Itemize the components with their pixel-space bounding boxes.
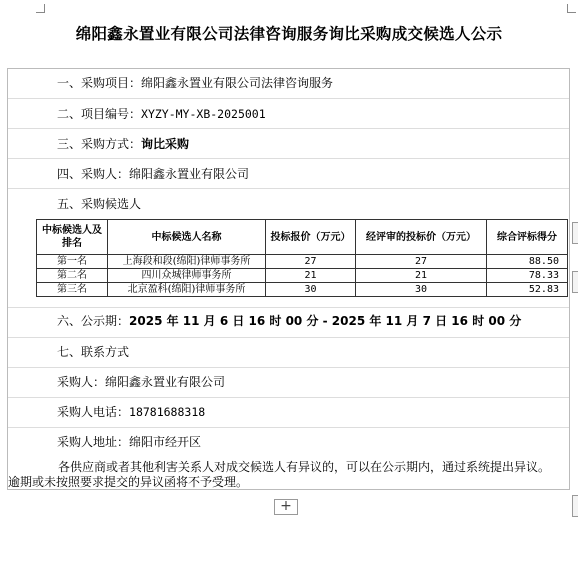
row-divider <box>8 98 569 99</box>
contact-address: 采购人地址：绵阳市经开区 <box>57 435 202 449</box>
number-value: XYZY-MY-XB-2025001 <box>141 107 266 121</box>
page-title: 绵阳鑫永置业有限公司法律咨询服务询比采购成交候选人公示 <box>75 25 503 43</box>
number-item <box>57 106 266 122</box>
notice-period-item <box>57 313 521 329</box>
cell-evaluated-bid: 27 <box>356 255 487 269</box>
row-divider <box>8 397 569 398</box>
side-tab-handle[interactable] <box>572 271 578 293</box>
header-rank: 中标候选人及排名 <box>37 220 108 255</box>
objection-line-1: 各供应商或者其他利害关系人对成交候选人有异议的，可以在公示期内，通过系统提出异议。 <box>58 460 551 474</box>
cell-rank: 第一名 <box>37 255 108 269</box>
number-label: 二、项目编号： <box>57 107 142 121</box>
cell-score: 78.33 <box>487 269 568 283</box>
cell-name: 上海段和段(绵阳)律师事务所 <box>108 255 266 269</box>
objection-line-2: 逾期或未按照要求提交的异议函将不予受理。 <box>8 475 249 489</box>
row-divider <box>8 367 569 368</box>
method-label: 三、采购方式： <box>57 137 142 151</box>
row-divider <box>8 427 569 428</box>
header-evaluated-bid: 经评审的投标价（万元） <box>356 220 487 255</box>
notice-label: 六、公示期： <box>57 314 130 328</box>
contact-purchaser: 采购人：绵阳鑫永置业有限公司 <box>57 375 226 389</box>
cell-score: 52.83 <box>487 283 568 297</box>
purchaser-value: 绵阳鑫永置业有限公司 <box>129 167 250 181</box>
table-row <box>37 255 568 269</box>
method-value: 询比采购 <box>141 137 190 151</box>
header-name: 中标候选人名称 <box>108 220 266 255</box>
purchaser-item <box>57 166 249 182</box>
contact-phone-item <box>57 404 205 420</box>
contact-heading: 七、联系方式 <box>57 345 130 359</box>
purchaser-label: 四、采购人： <box>57 167 130 181</box>
phone-label: 采购人电话： <box>57 405 130 419</box>
side-tab-handle[interactable] <box>572 495 578 517</box>
row-divider <box>8 307 569 308</box>
cell-rank: 第三名 <box>37 283 108 297</box>
table-row <box>37 283 568 297</box>
page-corner-mark-left <box>36 4 45 13</box>
row-divider <box>8 188 569 189</box>
side-tab-handle[interactable] <box>572 222 578 244</box>
cell-evaluated-bid: 21 <box>356 269 487 283</box>
add-row-button[interactable]: + <box>274 499 298 515</box>
cell-score: 88.50 <box>487 255 568 269</box>
table-header-row <box>37 220 568 255</box>
row-divider <box>8 158 569 159</box>
row-divider <box>8 337 569 338</box>
method-item <box>57 136 189 152</box>
header-score: 综合评标得分 <box>487 220 568 255</box>
cell-bid: 30 <box>266 283 356 297</box>
project-value: 绵阳鑫永置业有限公司法律咨询服务 <box>141 76 334 90</box>
cell-name: 北京盈科(绵阳)律师事务所 <box>108 283 266 297</box>
candidates-table <box>36 219 568 297</box>
header-bid: 投标报价（万元） <box>266 220 356 255</box>
cell-name: 四川众城律师事务所 <box>108 269 266 283</box>
project-label: 一、采购项目： <box>57 76 142 90</box>
project-item <box>57 75 333 91</box>
cell-bid: 21 <box>266 269 356 283</box>
cell-rank: 第二名 <box>37 269 108 283</box>
notice-value: 2025 年 11 月 6 日 16 时 00 分 - 2025 年 11 月 7 日 16 时 00 分 <box>129 314 522 328</box>
row-divider <box>8 128 569 129</box>
page-corner-mark-right <box>567 4 576 13</box>
cell-evaluated-bid: 30 <box>356 283 487 297</box>
table-row <box>37 269 568 283</box>
phone-value: 18781688318 <box>129 405 206 419</box>
cell-bid: 27 <box>266 255 356 269</box>
candidates-heading: 五、采购候选人 <box>57 197 142 211</box>
